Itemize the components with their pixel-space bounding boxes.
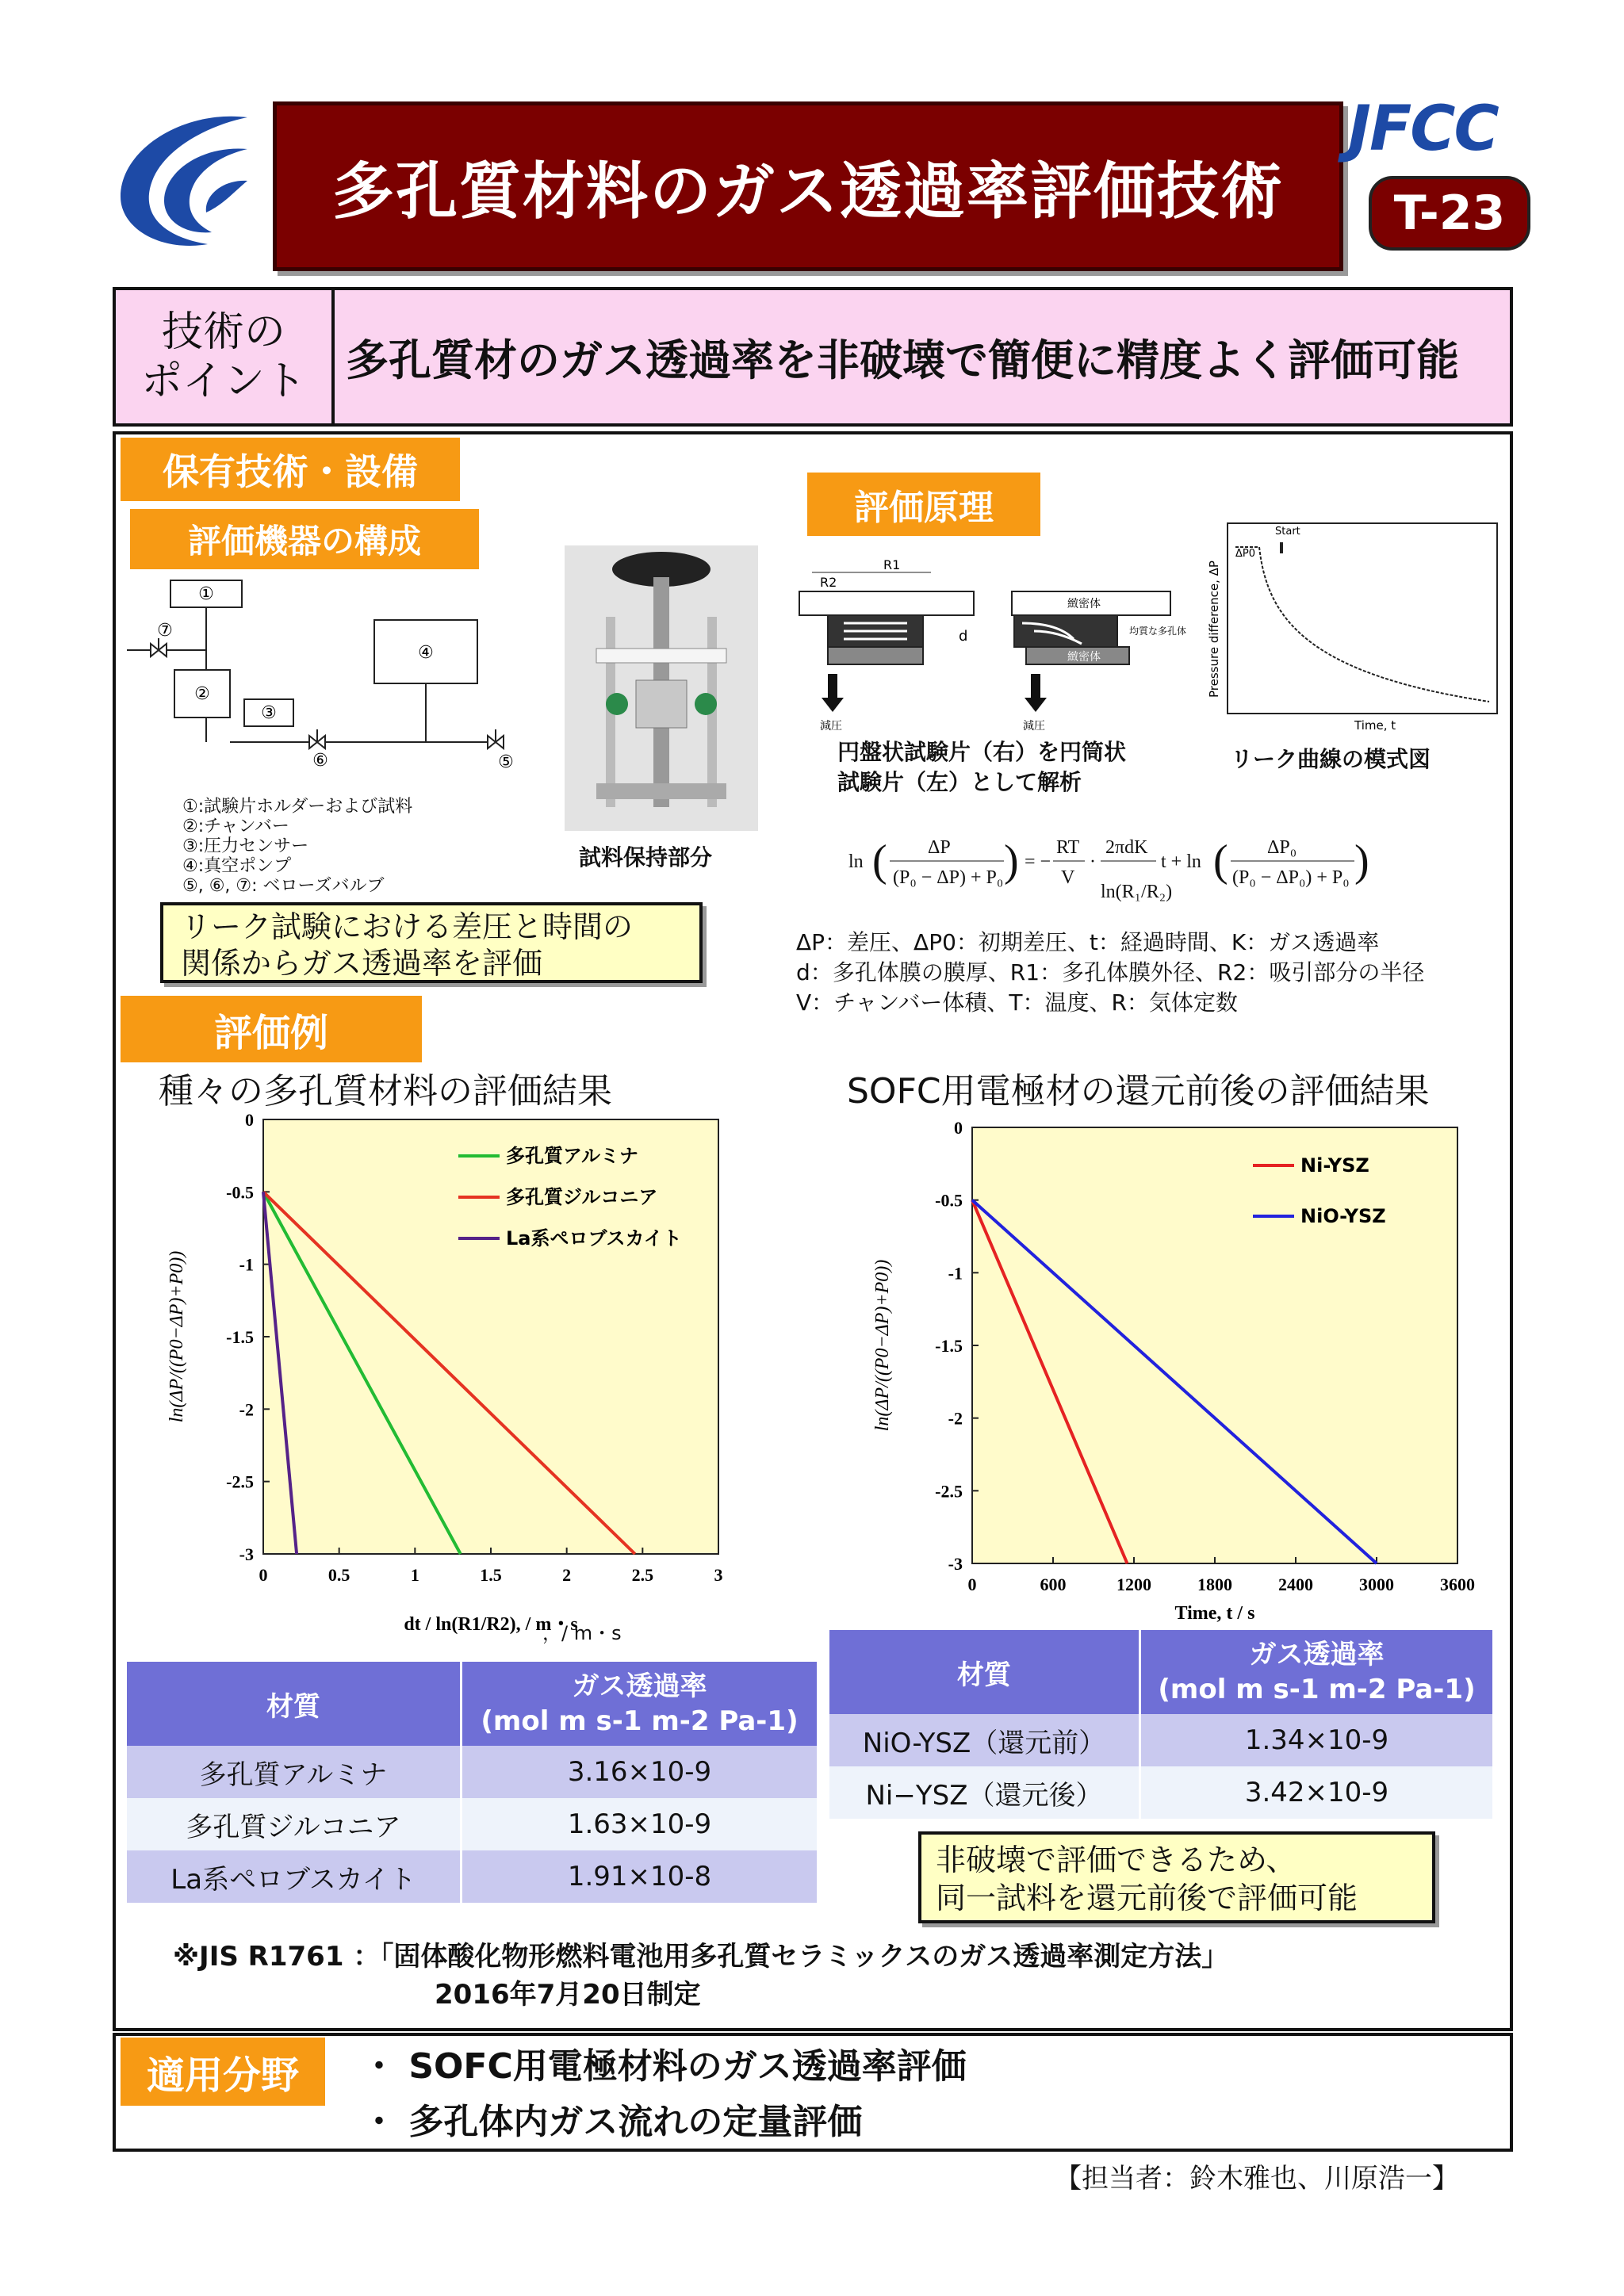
table-row: [127, 1850, 817, 1903]
svg-text:ln(R₁/R₂): ln(R₁/R₂): [1101, 882, 1173, 902]
jfcc-logo-icon: [105, 101, 263, 260]
x-axis-label: dt / ln(R1/R2), / m・s: [404, 1614, 578, 1635]
y-tick-label: -1: [239, 1254, 254, 1275]
subsection-title-config: 評価機器の構成: [130, 509, 479, 569]
chart1-title: 種々の多孔質材料の評価結果: [159, 1071, 612, 1112]
r1-label: R1: [883, 557, 901, 572]
y-tick-label: -3: [948, 1554, 963, 1574]
table-cell-material: Ni−YSZ（還元後）: [829, 1766, 1140, 1819]
title-banner: [273, 101, 1343, 271]
leak-curve-caption: リーク曲線の模式図: [1231, 746, 1431, 772]
y-tick-label: -0.5: [226, 1182, 254, 1203]
table-cell-material: La系ペロブスカイト: [127, 1850, 462, 1903]
tech-point-box: [113, 287, 1513, 427]
leak-test-note-line1: リーク試験における差圧と時間の: [181, 909, 634, 944]
plot-area: [972, 1127, 1457, 1563]
leak-ylabel: Pressure difference, ΔP: [1207, 561, 1221, 698]
svg-text:ln: ln: [848, 851, 864, 872]
y-axis-label: ln(ΔP/((P0−ΔP)+P0)): [872, 1259, 893, 1432]
photo-caption: 試料保持部分: [579, 844, 713, 871]
legend-item: ③:圧力センサー: [182, 836, 309, 856]
table-row: [829, 1766, 1492, 1819]
diagram-label-3: ③: [261, 703, 277, 723]
equipment-legend: [182, 797, 412, 896]
x-tick-label: 3000: [1359, 1575, 1394, 1594]
y-tick-label: -1: [948, 1263, 963, 1284]
y-tick-label: -1.5: [226, 1327, 254, 1347]
y-tick-label: -2: [239, 1399, 254, 1420]
y-tick-label: -3: [239, 1544, 254, 1564]
table-porous-materials: [127, 1662, 817, 1903]
svg-text:·: ·: [1090, 851, 1096, 872]
svg-text:V: V: [1061, 867, 1075, 888]
tech-point-label-line1: 技術の: [161, 308, 285, 356]
legend-label: 多孔質ジルコニア: [506, 1186, 658, 1208]
sample-holder-photo: [565, 545, 758, 831]
decompress-label-1: 減圧: [820, 720, 842, 733]
chart-porous-materials: [151, 1110, 737, 1665]
section-title-equipment: 保有技術・設備: [121, 438, 460, 501]
x-tick-label: 0: [259, 1565, 268, 1585]
table-cell-material: 多孔質アルミナ: [127, 1746, 462, 1798]
x-tick-label: 3600: [1440, 1575, 1475, 1594]
table1-header-permeability: [462, 1662, 818, 1746]
plot-area: [263, 1119, 718, 1554]
svg-text:(: (: [872, 836, 887, 886]
y-tick-label: -2.5: [226, 1471, 254, 1492]
jis-reference-line1: ※JIS R1761 ：「固体酸化物形燃料電池用多孔質セラミックスのガス透過率測定方法」: [173, 1941, 1229, 1973]
svg-text:(P₀ − ΔP₀) + P₀: (P₀ − ΔP₀) + P₀: [1232, 867, 1350, 888]
legend-item: ④:真空ポンプ: [182, 856, 292, 876]
x-tick-label: 2.5: [631, 1565, 654, 1585]
x-tick-label: 0: [967, 1575, 977, 1594]
legend-label: La系ペロブスカイト: [506, 1227, 682, 1249]
x-tick-label: 1.5: [480, 1565, 502, 1585]
table-sofc-electrode: [829, 1630, 1492, 1819]
table-cell-value: 1.91×10-8: [567, 1861, 712, 1892]
y-axis-label: ln(ΔP/((P0−ΔP)+P0)): [167, 1250, 187, 1423]
leak-curve-schematic: [1196, 515, 1505, 737]
svg-text:): ): [1004, 836, 1019, 886]
table-row: [127, 1798, 817, 1850]
legend-item: ②:チャンバー: [182, 817, 289, 836]
diagram-label-6: ⑥: [312, 751, 328, 771]
svg-text:2πdK: 2πdK: [1105, 837, 1148, 858]
dense-label-2: 緻密体: [1067, 651, 1101, 664]
x-tick-label: 2400: [1278, 1575, 1313, 1594]
specimen-caption: [837, 737, 1126, 798]
svg-text:(P₀ − ΔP) + P₀: (P₀ − ΔP) + P₀: [893, 867, 1004, 888]
x-tick-label: 1: [410, 1565, 419, 1585]
jis-reference-line2: 2016年7月20日制定: [435, 1979, 701, 2011]
specimen-caption-line1: 円盤状試験片（右）を円筒状: [837, 739, 1127, 765]
equation-vars-line1: ΔP：差圧、ΔP0：初期差圧、t：経過時間、K：ガス透過率: [796, 929, 1380, 955]
equipment-diagram: [127, 571, 571, 785]
application-item: ・ 多孔体内ガス流れの定量評価: [362, 2102, 863, 2142]
table-row: [127, 1746, 817, 1798]
table2-header-permeability: [1140, 1630, 1493, 1714]
diagram-label-7: ⑦: [157, 621, 173, 641]
y-tick-label: -2: [948, 1408, 963, 1429]
table-cell-value: 3.16×10-9: [567, 1756, 712, 1788]
chart2-title: SOFC用電極材の還元前後の評価結果: [847, 1071, 1430, 1112]
diagram-label-1: ①: [198, 584, 214, 604]
legend-label: Ni-YSZ: [1300, 1154, 1369, 1177]
dense-label: 緻密体: [1067, 598, 1101, 610]
legend-label: 多孔質アルミナ: [506, 1145, 639, 1167]
table-cell-value: 1.63×10-9: [567, 1808, 712, 1840]
svg-text:t + ln: t + ln: [1161, 851, 1201, 872]
diagram-label-5: ⑤: [498, 752, 514, 772]
table2-header-material: 材質: [829, 1630, 1140, 1714]
application-item: ・ SOFC用電極材料のガス透過率評価: [362, 2046, 967, 2087]
leak-xlabel: Time, t: [1354, 718, 1396, 733]
table1-header-line1: ガス透過率: [572, 1670, 707, 1702]
diagram-label-2: ②: [194, 684, 210, 704]
non-destructive-note-line1: 非破壊で評価できるため、: [936, 1843, 1297, 1877]
tech-point-label: [116, 290, 335, 423]
non-destructive-note-line2: 同一試料を還元前後で評価可能: [936, 1881, 1358, 1915]
footer-person: 【担当者：鈴木雅也、川原浩一】: [1055, 2163, 1459, 2195]
svg-text:(: (: [1213, 836, 1228, 886]
table-cell-material: NiO-YSZ（還元前）: [829, 1714, 1140, 1766]
legend-item: ①:試験片ホルダーおよび試料: [182, 797, 413, 817]
non-destructive-note: [918, 1831, 1435, 1923]
leak-dp0-label: ΔP0: [1235, 548, 1256, 560]
decompress-label-2: 減圧: [1023, 720, 1045, 733]
svg-text:ΔP₀: ΔP₀: [1267, 837, 1297, 858]
chart1-xunit: ，/ m・s: [542, 1622, 622, 1644]
table-cell-material: 多孔質ジルコニア: [127, 1798, 462, 1850]
legend-item: ⑤, ⑥, ⑦: ベローズバルブ: [182, 876, 385, 896]
org-logo-text: JFCC: [1348, 94, 1498, 165]
y-tick-label: -2.5: [935, 1481, 963, 1502]
equation-vars-line3: V：チャンバー体積、T：温度、R：気体定数: [796, 989, 1238, 1016]
r2-label: R2: [820, 575, 837, 590]
diagram-label-4: ④: [418, 643, 434, 663]
porous-label: 均質な多孔体: [1129, 626, 1187, 637]
svg-text:ΔP: ΔP: [928, 837, 951, 858]
x-tick-label: 1200: [1116, 1575, 1151, 1594]
equation-vars-line2: d：多孔体膜の膜厚、R1：多孔体膜外径、R2：吸引部分の半径: [796, 959, 1425, 985]
y-tick-label: 0: [245, 1110, 254, 1130]
table1-header-line2: (mol m s-1 m-2 Pa-1): [481, 1705, 799, 1737]
specimen-caption-line2: 試験片（左）として解析: [837, 769, 1082, 795]
x-tick-label: 3: [714, 1565, 723, 1585]
table2-header-line2: (mol m s-1 m-2 Pa-1): [1158, 1674, 1476, 1705]
tech-point-text: 多孔質材のガス透過率を非破壊で簡便に精度よく評価可能: [346, 335, 1459, 385]
section-title-examples: 評価例: [121, 996, 422, 1062]
x-tick-label: 600: [1040, 1575, 1067, 1594]
y-tick-label: -0.5: [935, 1190, 963, 1211]
section-title-principle: 評価原理: [807, 473, 1040, 536]
leak-test-note: [160, 902, 703, 983]
table-cell-value: 3.42×10-9: [1244, 1777, 1389, 1808]
legend-label: NiO-YSZ: [1300, 1205, 1386, 1227]
y-tick-label: 0: [954, 1118, 963, 1138]
permeability-equation: [848, 825, 1372, 920]
y-tick-label: -1.5: [935, 1336, 963, 1356]
equation-variables: [796, 928, 1424, 1018]
section-title-application: 適用分野: [121, 2038, 325, 2106]
jis-reference: [173, 1938, 1228, 2014]
page-title: 多孔質材料のガス透過率評価技術: [331, 156, 1284, 228]
leak-start-label: Start: [1275, 526, 1300, 538]
x-tick-label: 2: [562, 1565, 572, 1585]
document-code-badge: T-23: [1369, 176, 1530, 251]
x-axis-label: Time, t / s: [1174, 1603, 1255, 1624]
tech-point-label-line2: ポイント: [140, 358, 306, 405]
svg-text:): ): [1354, 836, 1369, 886]
table1-header-material: 材質: [127, 1662, 462, 1746]
specimen-diagram: [796, 555, 1193, 737]
leak-test-note-line2: 関係からガス透過率を評価: [181, 946, 543, 981]
table-cell-value: 1.34×10-9: [1244, 1724, 1389, 1756]
x-tick-label: 0.5: [327, 1565, 350, 1585]
d-label: d: [959, 628, 968, 645]
chart-sofc-electrode: [841, 1110, 1491, 1633]
svg-text:= −: = −: [1025, 851, 1051, 872]
table-row: [829, 1714, 1492, 1766]
svg-text:RT: RT: [1056, 837, 1080, 858]
table2-header-line1: ガス透過率: [1249, 1639, 1385, 1670]
x-tick-label: 1800: [1197, 1575, 1232, 1594]
